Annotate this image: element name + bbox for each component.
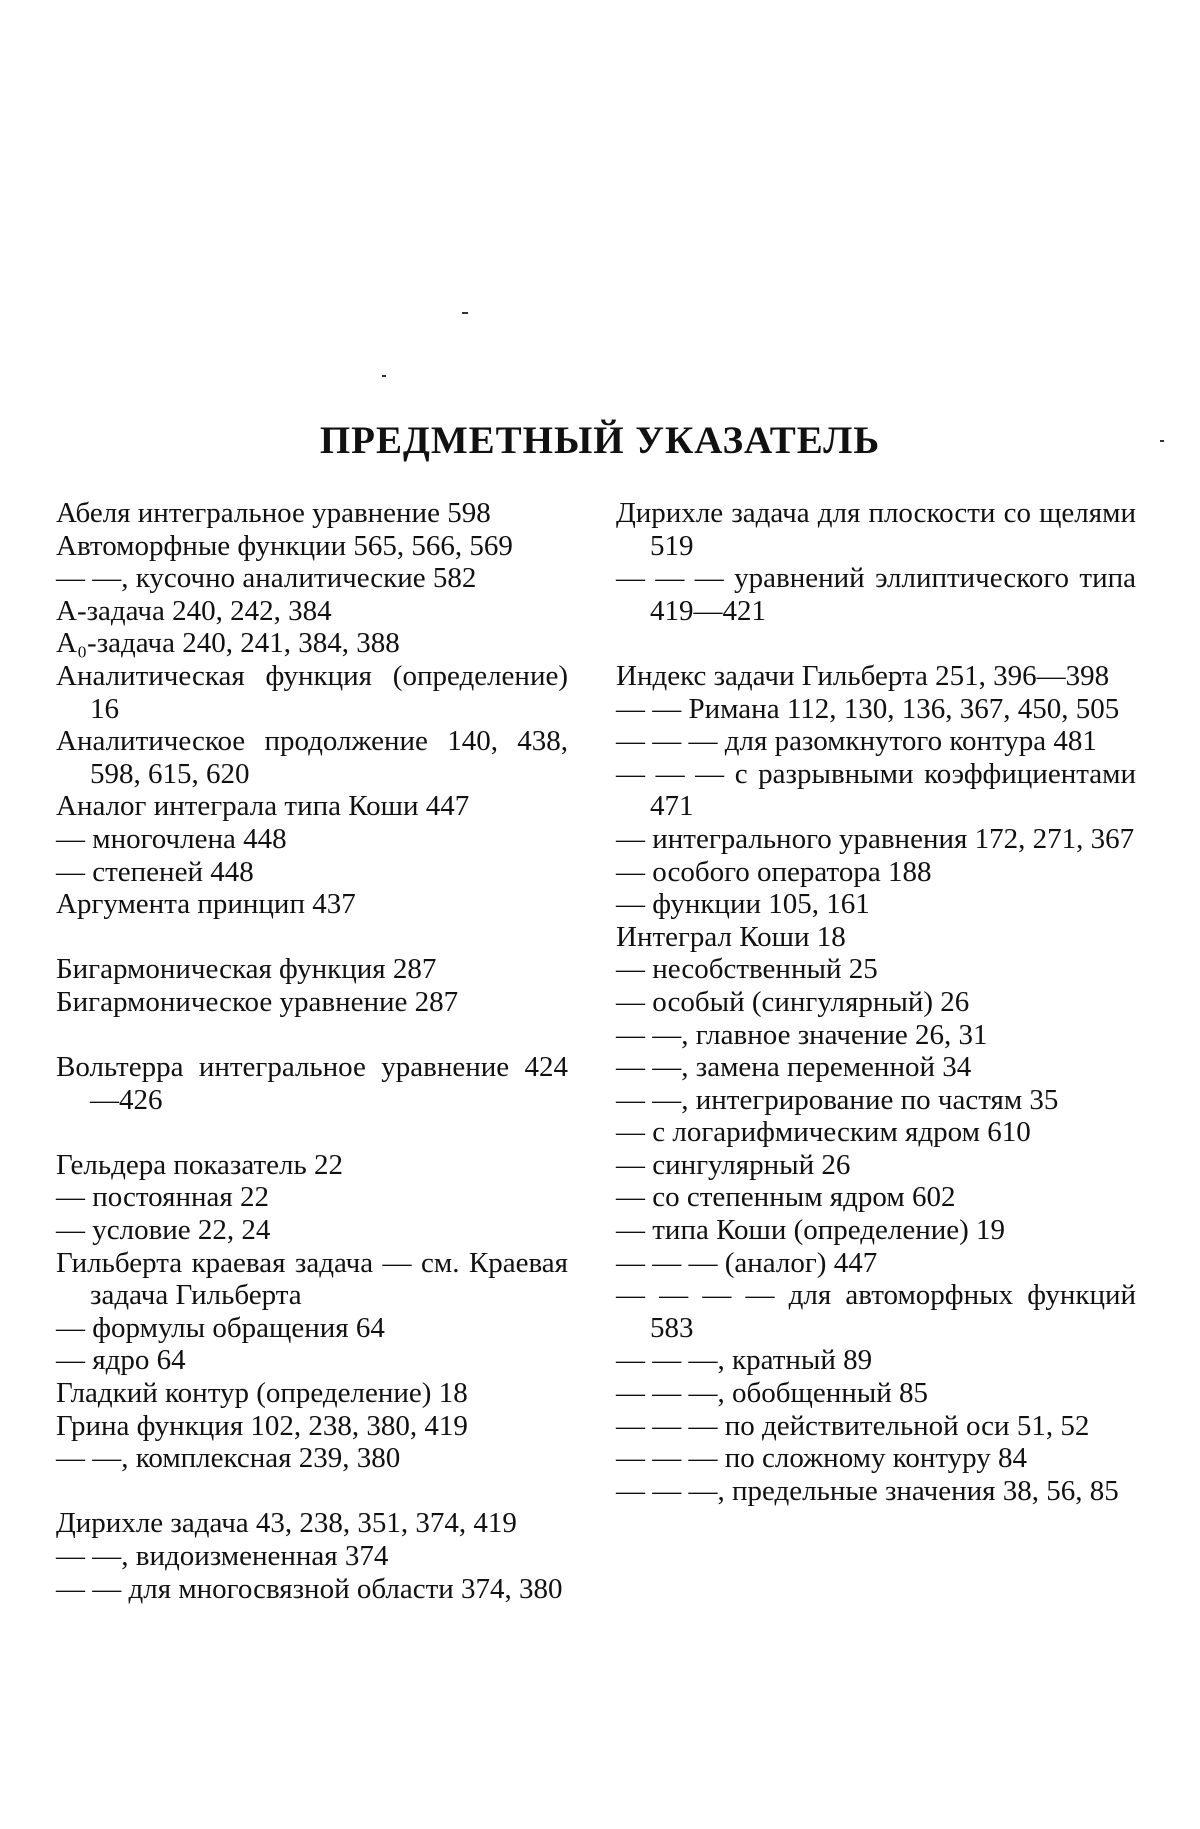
index-entry: — многочлена 448 xyxy=(56,822,287,855)
index-entry: — с логарифмическим ядром 610 xyxy=(616,1116,1031,1149)
index-entry: — постоянная 22 xyxy=(56,1181,269,1214)
index-entry: Гильберта краевая задача — см. Краевая задача Гильберта xyxy=(56,1246,568,1312)
section-gap xyxy=(616,627,1136,660)
index-entry: Аналитическая функция (определение) 16 xyxy=(56,659,568,725)
index-entry: Аналог интеграла типа Коши 447 xyxy=(56,790,470,823)
index-entry: — несобственный 25 xyxy=(616,953,878,986)
index-entry: — условие 22, 24 xyxy=(56,1214,271,1247)
section-gap xyxy=(56,1475,568,1508)
index-entry: — степеней 448 xyxy=(56,855,254,888)
index-entry: — со степенным ядром 602 xyxy=(616,1181,956,1214)
index-entry: Вольтерра интегральное уравнение 424—426 xyxy=(56,1051,568,1116)
index-entry: — особого оператора 188 xyxy=(616,855,932,888)
index-entry: Бигармоническая функция 287 xyxy=(56,953,437,986)
index-entry: Бигармоническое уравнение 287 xyxy=(56,985,459,1018)
index-entry: — типа Коши (определение) 19 xyxy=(616,1214,1006,1247)
index-entry: — — — с разрывными коэффициентами 471 xyxy=(616,757,1136,823)
index-entry: — интегрального уравнения 172, 271, 367 xyxy=(616,822,1135,855)
index-entry: — — — — для автоморфных функций 583 xyxy=(616,1279,1136,1344)
index-entry: A₀-задача 240, 241, 384, 388 xyxy=(56,627,400,660)
index-entry: — функции 105, 161 xyxy=(616,888,870,921)
index-entry: — —, комплексная 239, 380 xyxy=(56,1442,401,1475)
section-gap xyxy=(56,1116,568,1149)
index-entry: Дирихле задача для плоскости со щелями 519 xyxy=(616,497,1136,562)
index-entry: — — — по действительной оси 51, 52 xyxy=(616,1409,1090,1442)
index-column-left xyxy=(56,497,568,1605)
index-entry: — — — (аналог) 447 xyxy=(616,1246,878,1279)
index-column-right xyxy=(616,497,1136,1507)
index-entry: — ядро 64 xyxy=(56,1344,186,1377)
index-entry: Интеграл Коши 18 xyxy=(616,920,846,953)
index-entry: Гладкий контур (определение) 18 xyxy=(56,1377,468,1410)
index-entry: Гельдера показатель 22 xyxy=(56,1148,343,1181)
index-entry: — —, главное значение 26, 31 xyxy=(616,1018,988,1051)
index-entry: Грина функция 102, 238, 380, 419 xyxy=(56,1409,468,1442)
index-entry: — сингулярный 26 xyxy=(616,1148,851,1181)
index-entry: — —, замена переменной 34 xyxy=(616,1051,972,1084)
index-entry: Абеля интегральное уравнение 598 xyxy=(56,497,491,529)
index-entry: Автоморфные функции 565, 566, 569 xyxy=(56,529,513,562)
section-gap xyxy=(56,1019,568,1052)
index-entry: — — —, обобщенный 85 xyxy=(616,1377,929,1410)
index-entry: — — — уравнений эллиптического типа 419—421 xyxy=(616,562,1136,627)
index-entry: — формулы обращения 64 xyxy=(56,1311,385,1344)
index-entry: A-задача 240, 242, 384 xyxy=(56,594,332,627)
index-entry: — — — для разомкнутого контура 481 xyxy=(616,725,1097,758)
index-entry: — — —, кратный 89 xyxy=(616,1344,873,1377)
index-entry: — — — по сложному контуру 84 xyxy=(616,1442,1028,1475)
scan-speck xyxy=(382,375,386,377)
index-entry: Аналитическое продолжение 140, 438, 598, 615, 620 xyxy=(56,725,568,790)
index-entry: — — для многосвязной области 374, 380 xyxy=(56,1572,563,1605)
index-entry: Дирихле задача 43, 238, 351, 374, 419 xyxy=(56,1507,517,1540)
index-entry: — —, интегрирование по частям 35 xyxy=(616,1083,1059,1116)
index-entry: Аргумента принцип 437 xyxy=(56,888,356,921)
scan-speck xyxy=(462,312,468,314)
index-entry: — —, кусочно аналитические 582 xyxy=(56,562,477,595)
index-entry: — —, видоизмененная 374 xyxy=(56,1540,389,1572)
section-gap xyxy=(56,921,568,954)
index-entry: — — —, предельные значения 38, 56, 85 xyxy=(616,1474,1119,1507)
index-entry: Индекс задачи Гильберта 251, 396—398 xyxy=(616,659,1110,692)
index-entry: — особый (сингулярный) 26 xyxy=(616,985,970,1018)
index-entry: — — Римана 112, 130, 136, 367, 450, 505 xyxy=(616,692,1120,725)
page-title: ПРЕДМЕТНЫЙ УКАЗАТЕЛЬ xyxy=(319,419,881,462)
